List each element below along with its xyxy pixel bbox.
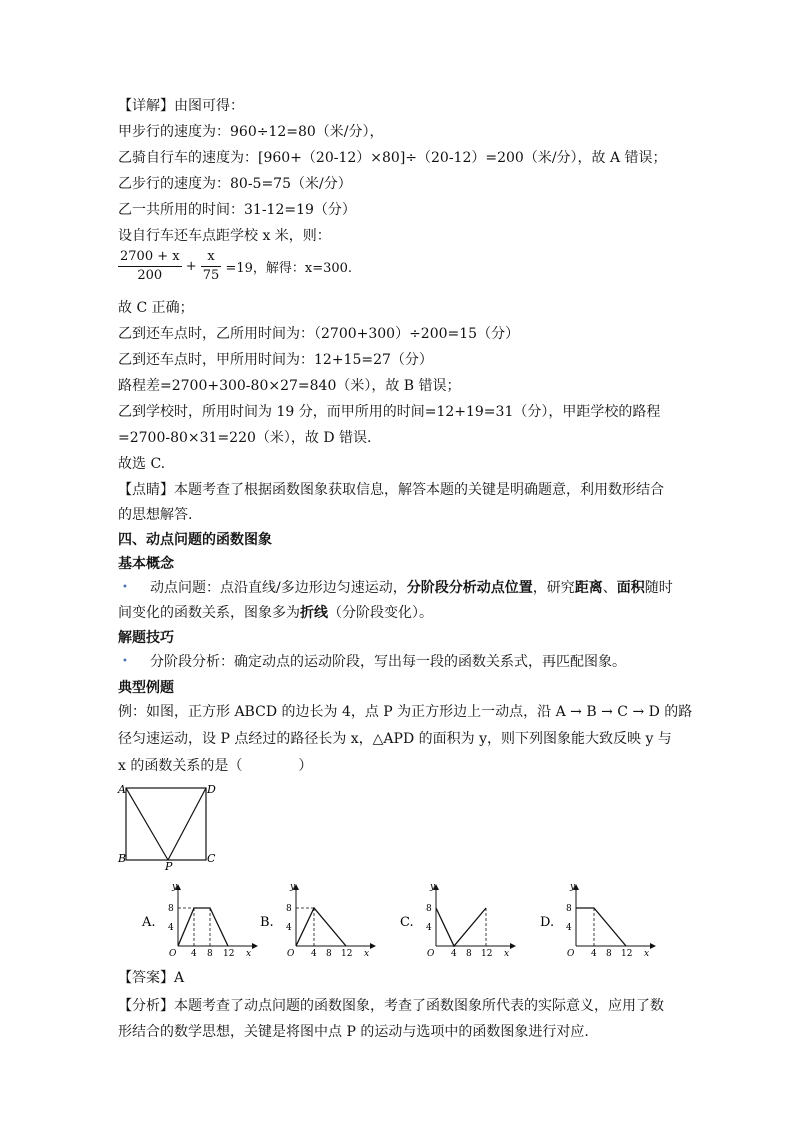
equation <box>118 248 352 285</box>
numerator: 2700 + x <box>118 248 182 267</box>
vertex-label-d: D <box>207 783 216 796</box>
y-axis-label: y <box>290 882 296 892</box>
detail-line: 乙到还车点时，乙所用时间为：（2700+300）÷200=15（分） <box>118 326 520 342</box>
example-title: 典型例题 <box>118 680 174 696</box>
example-text: 径匀速运动，设 P 点经过的路径长为 x，△APD 的面积为 y，则下列图象能大致反映 y 与 <box>118 731 672 747</box>
basic-concept-text: 动点问题：点沿直线/多边形边匀速运动，分阶段分析动点位置，研究距离、面积随时 <box>150 580 673 596</box>
detail-line: 乙一共所用的时间：31-12=19（分） <box>118 202 356 218</box>
origin-label: O <box>427 949 435 956</box>
example-text: 例：如图，正方形 ABCD 的边长为 4，点 P 为正方形边上一动点，沿 A → B → C → D 的路 <box>118 704 693 720</box>
detail-line: =2700-80×31=220（米），故 D 错误. <box>118 430 372 446</box>
detail-line: 设自行车还车点距学校 x 米，则： <box>118 228 331 244</box>
detail-line: 路程差=2700+300-80×27=840（米），故 B 错误； <box>118 378 461 394</box>
detail-line: 乙步行的速度为：80-5=75（米/分） <box>118 176 352 192</box>
analysis-line: 【分析】本题考查了动点问题的函数图象，考查了函数图象所代表的实际意义，应用了数 <box>118 998 664 1014</box>
x-axis-label: x <box>246 949 252 956</box>
tick-y: 4 <box>286 923 292 933</box>
comment-line: 的思想解答. <box>118 507 193 523</box>
tick-x: 8 <box>207 949 213 956</box>
detail-line: 乙到还车点时，甲所用时间为：12+15=27（分） <box>118 352 433 368</box>
tick-x: 12 <box>341 949 353 956</box>
option-label: B. <box>260 915 274 930</box>
origin-label: O <box>287 949 295 956</box>
tick-x: 8 <box>466 949 472 956</box>
tick-x: 4 <box>451 949 457 956</box>
y-axis-label: y <box>570 882 576 892</box>
section-title: 四、动点问题的函数图象 <box>118 532 272 548</box>
denominator: 75 <box>202 268 220 283</box>
bullet-icon: • <box>122 582 128 593</box>
answer-line: 【答案】A <box>118 970 185 986</box>
option-label: C. <box>400 915 414 930</box>
fraction-2 <box>201 248 222 285</box>
option-d-graph <box>538 880 656 956</box>
numerator: x <box>201 248 222 267</box>
x-axis-label: x <box>364 949 370 956</box>
detail-line: 乙骑自行车的速度为：[960+（20-12）×80]÷（20-12）=200（米/分），故 A 错误； <box>118 150 667 166</box>
y-axis-label: y <box>430 882 436 892</box>
tick-x: 12 <box>223 949 235 956</box>
plus-sign: + <box>185 259 197 274</box>
tick-x: 4 <box>191 949 197 956</box>
tick-x: 12 <box>481 949 493 956</box>
x-axis-label: x <box>644 949 650 956</box>
origin-label: O <box>567 949 575 956</box>
vertex-label-c: C <box>207 852 216 865</box>
tips-title: 解题技巧 <box>118 630 174 646</box>
vertex-label-b: B <box>118 852 127 865</box>
option-c-graph <box>398 880 516 956</box>
detail-line: 故 C 正确； <box>118 300 194 316</box>
bullet-icon: • <box>122 656 128 667</box>
tick-y: 8 <box>426 904 432 914</box>
option-label: A. <box>142 915 156 930</box>
option-b-graph <box>258 880 376 956</box>
detail-line: 甲步行的速度为：960÷12=80（米/分）， <box>118 124 384 140</box>
basic-concept-title: 基本概念 <box>118 556 174 572</box>
square-figure <box>112 780 222 870</box>
tick-y: 4 <box>426 923 432 933</box>
tick-x: 8 <box>606 949 612 956</box>
y-axis-label: y <box>172 882 178 892</box>
tick-y: 8 <box>566 904 572 914</box>
analysis-line: 形结合的数学思想，关键是将图中点 P 的运动与选项中的函数图象进行对应. <box>118 1024 589 1040</box>
tick-x: 4 <box>591 949 597 956</box>
tick-y: 4 <box>168 923 174 933</box>
equation-result: =19，解得：x=300. <box>225 261 353 276</box>
tick-x: 8 <box>326 949 332 956</box>
vertex-label-a: A <box>118 783 126 796</box>
comment-line: 【点睛】本题考查了根据函数图象获取信息，解答本题的关键是明确题意，利用数形结合 <box>118 482 664 498</box>
detail-line: 故选 C. <box>118 456 166 472</box>
tick-y: 4 <box>566 923 572 933</box>
tips-text: 分阶段分析：确定动点的运动阶段，写出每一段的函数关系式，再匹配图象。 <box>150 654 626 670</box>
x-axis-label: x <box>504 949 510 956</box>
basic-concept-text-cont: 间变化的函数关系，图象多为折线（分阶段变化）。 <box>118 605 433 621</box>
option-label: D. <box>540 915 555 930</box>
option-a-graph <box>140 880 258 956</box>
tick-y: 8 <box>286 904 292 914</box>
point-label-p: P <box>165 860 173 870</box>
tick-x: 4 <box>311 949 317 956</box>
denominator: 200 <box>137 268 163 283</box>
tick-y: 8 <box>168 904 174 914</box>
example-text: x 的函数关系的是（ ） <box>118 758 313 774</box>
origin-label: O <box>169 949 177 956</box>
tick-x: 12 <box>621 949 633 956</box>
detail-line: 乙到学校时，所用时间为 19 分，而甲所用的时间=12+19=31（分），甲距学校的路程 <box>118 404 661 420</box>
fraction-1 <box>118 248 182 285</box>
detail-heading: 【详解】由图可得： <box>118 98 244 114</box>
